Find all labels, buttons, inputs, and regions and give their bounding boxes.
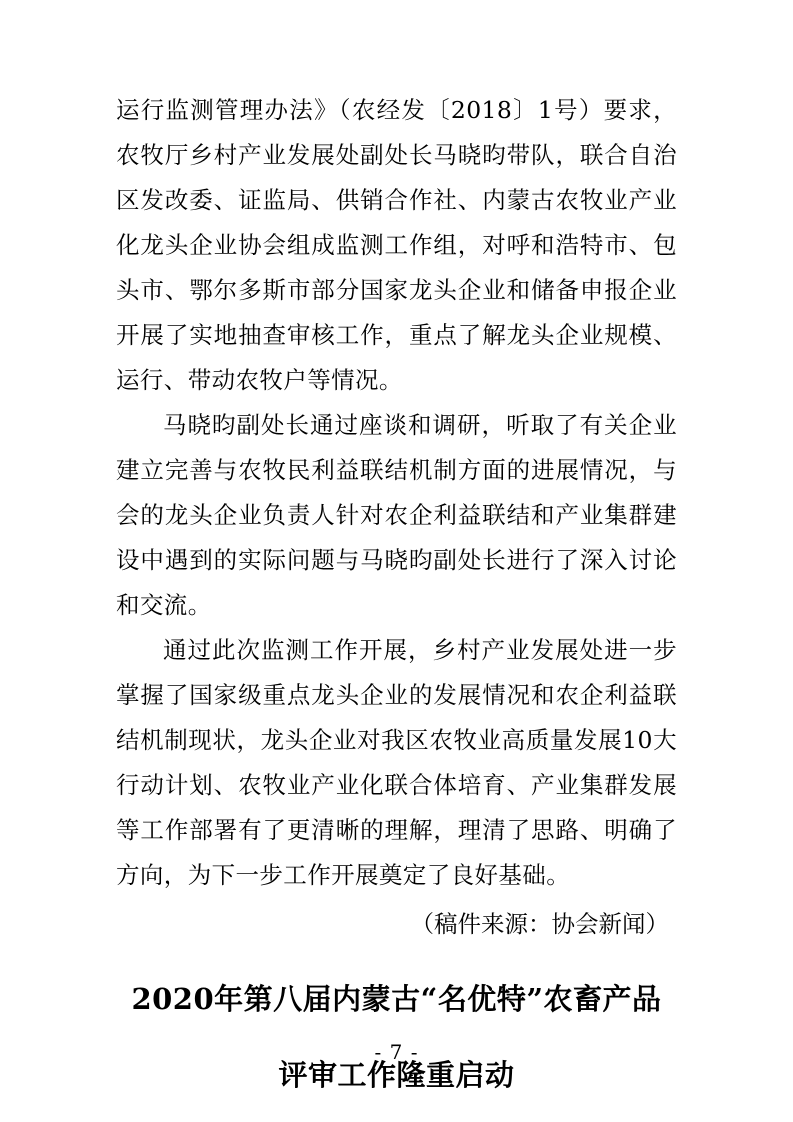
paragraph-results: 通过此次监测工作开展，乡村产业发展处进一步掌握了国家级重点龙头企业的发展情况和农企利益联结机制现状，龙头企业对我区农牧业高质量发展10大行动计划、农牧业产业化联合体培育、产业集群发展等工作部署有了更清晰的理解，理清了思路、明确了方向，为下一步工作开展奠定了良好基础。 [116, 636, 677, 889]
paragraph-monitoring-group: 运行监测管理办法》（农经发〔2018〕1号）要求，农牧厅乡村产业发展处副处长马晓昀带队，联合自治区发改委、证监局、供销合作社、内蒙古农牧业产业化龙头企业协会组成监测工作组，对呼和浩特市、包头市、鄂尔多斯市部分国家龙头企业和储备申报企业开展了实地抽查审核工作，重点了解龙头企业规模、运行、带动农牧户等情况。 [116, 96, 677, 394]
document-body [116, 88, 677, 898]
paragraph-symposium: 马晓昀副处长通过座谈和调研，听取了有关企业建立完善与农牧民利益联结机制方面的进展情况，与会的龙头企业负责人针对农企利益联结和产业集群建设中遇到的实际问题与马晓昀副处长进行了深入讨论和交流。 [116, 411, 677, 619]
article-headline [116, 961, 677, 1113]
source-attribution: （稿件来源：协会新闻） [410, 910, 669, 938]
headline-line-2: 评审工作隆重启动 [278, 1058, 515, 1092]
headline-line-1: 2020年第八届内蒙古“名优特”农畜产品 [131, 982, 662, 1016]
page-number: - 7 - [374, 1040, 419, 1064]
